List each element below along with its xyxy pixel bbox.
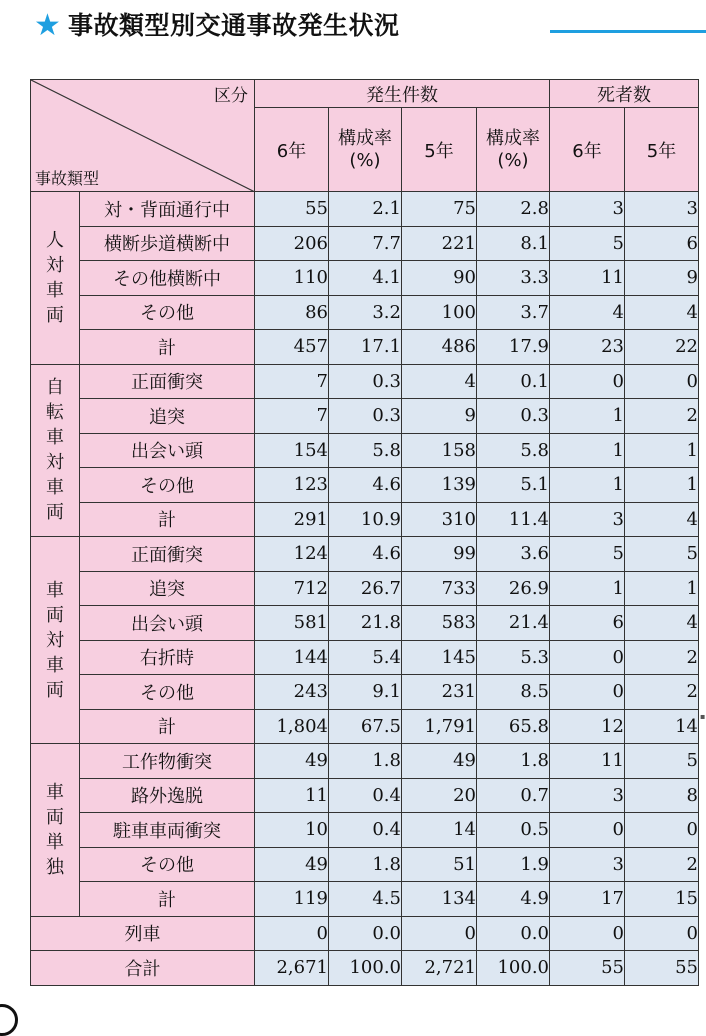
occurrence-header: 発生件数 — [255, 80, 550, 108]
table-row — [31, 640, 699, 675]
accident-type: 出会い頭 — [80, 606, 255, 641]
ratio-y5: 0.3 — [477, 399, 550, 434]
table-row — [31, 537, 699, 572]
accident-type: 計 — [80, 502, 255, 537]
ratio-y5: 17.9 — [477, 330, 550, 365]
table-row — [31, 192, 699, 227]
deaths-y6: 55 — [550, 951, 625, 986]
accidents-y6: 49 — [255, 744, 329, 779]
ratio-y5: 26.9 — [477, 571, 550, 606]
accidents-y6: 123 — [255, 468, 329, 503]
accidents-y5: 310 — [402, 502, 477, 537]
occurrence-y5-header: 5年 — [402, 108, 477, 192]
accidents-y5: 90 — [402, 261, 477, 296]
accident-type: 計 — [80, 330, 255, 365]
table-row — [31, 330, 699, 365]
accidents-y5: 221 — [402, 226, 477, 261]
deaths-y6: 0 — [550, 364, 625, 399]
group-label: 車 両 単 独 — [31, 744, 80, 917]
table-row — [31, 571, 699, 606]
deaths-y5: 5 — [625, 744, 699, 779]
table-row — [31, 399, 699, 434]
accidents-y6: 243 — [255, 675, 329, 710]
deaths-y6: 12 — [550, 709, 625, 744]
deaths-y5: 55 — [625, 951, 699, 986]
occurrence-y6-header: 6年 — [255, 108, 329, 192]
title-text: 事故類型別交通事故発生状況 — [68, 11, 400, 40]
ratio-y6: 4.6 — [329, 537, 402, 572]
group-label: 人 対 車 両 — [31, 192, 80, 365]
ratio-y5: 1.9 — [477, 847, 550, 882]
accidents-y5: 2,721 — [402, 951, 477, 986]
accidents-y6: 1,804 — [255, 709, 329, 744]
accident-type: その他 — [80, 675, 255, 710]
accident-type: その他 — [80, 468, 255, 503]
accidents-y5: 4 — [402, 364, 477, 399]
accidents-y6: 291 — [255, 502, 329, 537]
accidents-y5: 158 — [402, 433, 477, 468]
ratio-y6: 4.6 — [329, 468, 402, 503]
table-row — [31, 502, 699, 537]
deaths-y5-header: 5年 — [625, 108, 699, 192]
ratio-y5: 3.6 — [477, 537, 550, 572]
ratio-y6: 67.5 — [329, 709, 402, 744]
accidents-y5: 583 — [402, 606, 477, 641]
ratio-y6: 1.8 — [329, 744, 402, 779]
accidents-y6: 11 — [255, 778, 329, 813]
accidents-y5: 1,791 — [402, 709, 477, 744]
accidents-y6: 457 — [255, 330, 329, 365]
ratio-y6: 26.7 — [329, 571, 402, 606]
deaths-y5: 22 — [625, 330, 699, 365]
table-row — [31, 709, 699, 744]
ratio-y5: 5.1 — [477, 468, 550, 503]
deaths-header: 死者数 — [550, 80, 699, 108]
group-label: 自 転 車 対 車 両 — [31, 364, 80, 537]
accidents-y6: 712 — [255, 571, 329, 606]
accidents-y5: 100 — [402, 295, 477, 330]
accident-type: 右折時 — [80, 640, 255, 675]
deaths-y5: 4 — [625, 502, 699, 537]
table-row — [31, 813, 699, 848]
accidents-y5: 231 — [402, 675, 477, 710]
accidents-y6: 154 — [255, 433, 329, 468]
accidents-y5: 733 — [402, 571, 477, 606]
accidents-y6: 7 — [255, 364, 329, 399]
deaths-y5: 8 — [625, 778, 699, 813]
deaths-y6: 3 — [550, 847, 625, 882]
deaths-y5: 9 — [625, 261, 699, 296]
ratio-y6: 3.2 — [329, 295, 402, 330]
deaths-y6: 1 — [550, 399, 625, 434]
table-row — [31, 295, 699, 330]
deaths-y6: 0 — [550, 813, 625, 848]
ratio-y5: 0.0 — [477, 916, 550, 951]
corner-bottom-label: 事故類型 — [35, 169, 100, 188]
deaths-y6: 4 — [550, 295, 625, 330]
ratio-y6: 4.1 — [329, 261, 402, 296]
accident-type: 駐車車両衝突 — [80, 813, 255, 848]
deaths-y6: 5 — [550, 226, 625, 261]
deaths-y6: 1 — [550, 571, 625, 606]
ratio-y6: 9.1 — [329, 675, 402, 710]
accident-type: 計 — [80, 882, 255, 917]
accidents-y6: 7 — [255, 399, 329, 434]
accidents-y6: 144 — [255, 640, 329, 675]
deaths-y5: 2 — [625, 640, 699, 675]
deaths-y6: 0 — [550, 916, 625, 951]
accidents-y6: 0 — [255, 916, 329, 951]
table-row — [31, 261, 699, 296]
table-row — [31, 882, 699, 917]
accidents-y6: 119 — [255, 882, 329, 917]
table-row — [31, 226, 699, 261]
ratio-y6: 2.1 — [329, 192, 402, 227]
accidents-y5: 20 — [402, 778, 477, 813]
deaths-y6: 1 — [550, 433, 625, 468]
ratio-y5: 3.3 — [477, 261, 550, 296]
ratio-y6: 0.3 — [329, 399, 402, 434]
accidents-y6: 86 — [255, 295, 329, 330]
ratio-y6: 21.8 — [329, 606, 402, 641]
accidents-y6: 124 — [255, 537, 329, 572]
train-label: 列車 — [31, 916, 255, 951]
deaths-y6: 6 — [550, 606, 625, 641]
accident-type: 対・背面通行中 — [80, 192, 255, 227]
accident-type: 出会い頭 — [80, 433, 255, 468]
deaths-y6-header: 6年 — [550, 108, 625, 192]
ratio-y5: 11.4 — [477, 502, 550, 537]
deaths-y5: 0 — [625, 916, 699, 951]
deaths-y5: 0 — [625, 813, 699, 848]
deaths-y5: 4 — [625, 606, 699, 641]
table-row — [31, 606, 699, 641]
accident-type: 正面衝突 — [80, 537, 255, 572]
side-mark: ▪ — [700, 712, 706, 721]
ratio-y5: 3.7 — [477, 295, 550, 330]
accidents-y5: 486 — [402, 330, 477, 365]
accident-type: 追突 — [80, 399, 255, 434]
ratio-y5: 0.7 — [477, 778, 550, 813]
deaths-y6: 0 — [550, 640, 625, 675]
accidents-y6: 110 — [255, 261, 329, 296]
accidents-y5: 75 — [402, 192, 477, 227]
accident-type: 計 — [80, 709, 255, 744]
accidents-y5: 0 — [402, 916, 477, 951]
star-icon: ★ — [34, 8, 61, 43]
accident-type: 追突 — [80, 571, 255, 606]
deaths-y5: 5 — [625, 537, 699, 572]
group-label: 車 両 対 車 両 — [31, 537, 80, 744]
total-row — [31, 951, 699, 986]
deaths-y5: 4 — [625, 295, 699, 330]
deaths-y6: 5 — [550, 537, 625, 572]
deaths-y6: 11 — [550, 744, 625, 779]
ratio-y6-header: 構成率 (%) — [329, 108, 402, 192]
deaths-y5: 15 — [625, 882, 699, 917]
table-row — [31, 364, 699, 399]
title-accent-rule — [550, 30, 706, 33]
ratio-y5: 2.8 — [477, 192, 550, 227]
accidents-y6: 55 — [255, 192, 329, 227]
ratio-y6: 0.0 — [329, 916, 402, 951]
accidents-y6: 581 — [255, 606, 329, 641]
accident-type: その他横断中 — [80, 261, 255, 296]
accidents-y6: 206 — [255, 226, 329, 261]
ratio-y6: 7.7 — [329, 226, 402, 261]
total-label: 合計 — [31, 951, 255, 986]
train-row — [31, 916, 699, 951]
ratio-y6: 1.8 — [329, 847, 402, 882]
ratio-y6: 17.1 — [329, 330, 402, 365]
ratio-y6: 0.4 — [329, 778, 402, 813]
deaths-y5: 1 — [625, 433, 699, 468]
ratio-y5: 4.9 — [477, 882, 550, 917]
deaths-y5: 6 — [625, 226, 699, 261]
table-row — [31, 778, 699, 813]
ratio-y5: 21.4 — [477, 606, 550, 641]
accidents-y5: 49 — [402, 744, 477, 779]
ratio-y5: 5.3 — [477, 640, 550, 675]
deaths-y5: 14 — [625, 709, 699, 744]
deaths-y6: 0 — [550, 675, 625, 710]
ratio-y5-header: 構成率 (%) — [477, 108, 550, 192]
accident-type: その他 — [80, 847, 255, 882]
accidents-y5: 51 — [402, 847, 477, 882]
accidents-y5: 9 — [402, 399, 477, 434]
accidents-y6: 2,671 — [255, 951, 329, 986]
ratio-y6: 4.5 — [329, 882, 402, 917]
ratio-y5: 8.5 — [477, 675, 550, 710]
ratio-y6: 100.0 — [329, 951, 402, 986]
accident-table — [30, 79, 699, 986]
accident-type: 路外逸脱 — [80, 778, 255, 813]
deaths-y6: 3 — [550, 192, 625, 227]
ratio-y5: 0.5 — [477, 813, 550, 848]
accidents-y5: 14 — [402, 813, 477, 848]
accident-type: その他 — [80, 295, 255, 330]
table-row — [31, 847, 699, 882]
corner-header — [31, 80, 255, 192]
deaths-y6: 1 — [550, 468, 625, 503]
page-title — [34, 6, 706, 46]
table-row — [31, 675, 699, 710]
deaths-y6: 23 — [550, 330, 625, 365]
deaths-y5: 2 — [625, 675, 699, 710]
table-row — [31, 468, 699, 503]
ratio-y5: 5.8 — [477, 433, 550, 468]
deaths-y5: 1 — [625, 468, 699, 503]
accident-type: 横断歩道横断中 — [80, 226, 255, 261]
accidents-y5: 99 — [402, 537, 477, 572]
ratio-y5: 8.1 — [477, 226, 550, 261]
ratio-y5: 65.8 — [477, 709, 550, 744]
deaths-y6: 3 — [550, 502, 625, 537]
ratio-y5: 0.1 — [477, 364, 550, 399]
accidents-y5: 145 — [402, 640, 477, 675]
accidents-y6: 10 — [255, 813, 329, 848]
deaths-y5: 3 — [625, 192, 699, 227]
deaths-y6: 11 — [550, 261, 625, 296]
accidents-y6: 49 — [255, 847, 329, 882]
corner-curl-icon — [0, 1004, 18, 1036]
ratio-y6: 5.4 — [329, 640, 402, 675]
ratio-y5: 100.0 — [477, 951, 550, 986]
deaths-y5: 2 — [625, 399, 699, 434]
ratio-y6: 10.9 — [329, 502, 402, 537]
ratio-y6: 0.3 — [329, 364, 402, 399]
accidents-y5: 139 — [402, 468, 477, 503]
ratio-y6: 5.8 — [329, 433, 402, 468]
deaths-y5: 1 — [625, 571, 699, 606]
corner-top-label: 区分 — [214, 86, 248, 106]
accidents-y5: 134 — [402, 882, 477, 917]
deaths-y5: 2 — [625, 847, 699, 882]
table-row — [31, 744, 699, 779]
accident-type: 正面衝突 — [80, 364, 255, 399]
deaths-y6: 17 — [550, 882, 625, 917]
deaths-y6: 3 — [550, 778, 625, 813]
accident-type: 工作物衝突 — [80, 744, 255, 779]
ratio-y5: 1.8 — [477, 744, 550, 779]
deaths-y5: 0 — [625, 364, 699, 399]
ratio-y6: 0.4 — [329, 813, 402, 848]
table-row — [31, 433, 699, 468]
